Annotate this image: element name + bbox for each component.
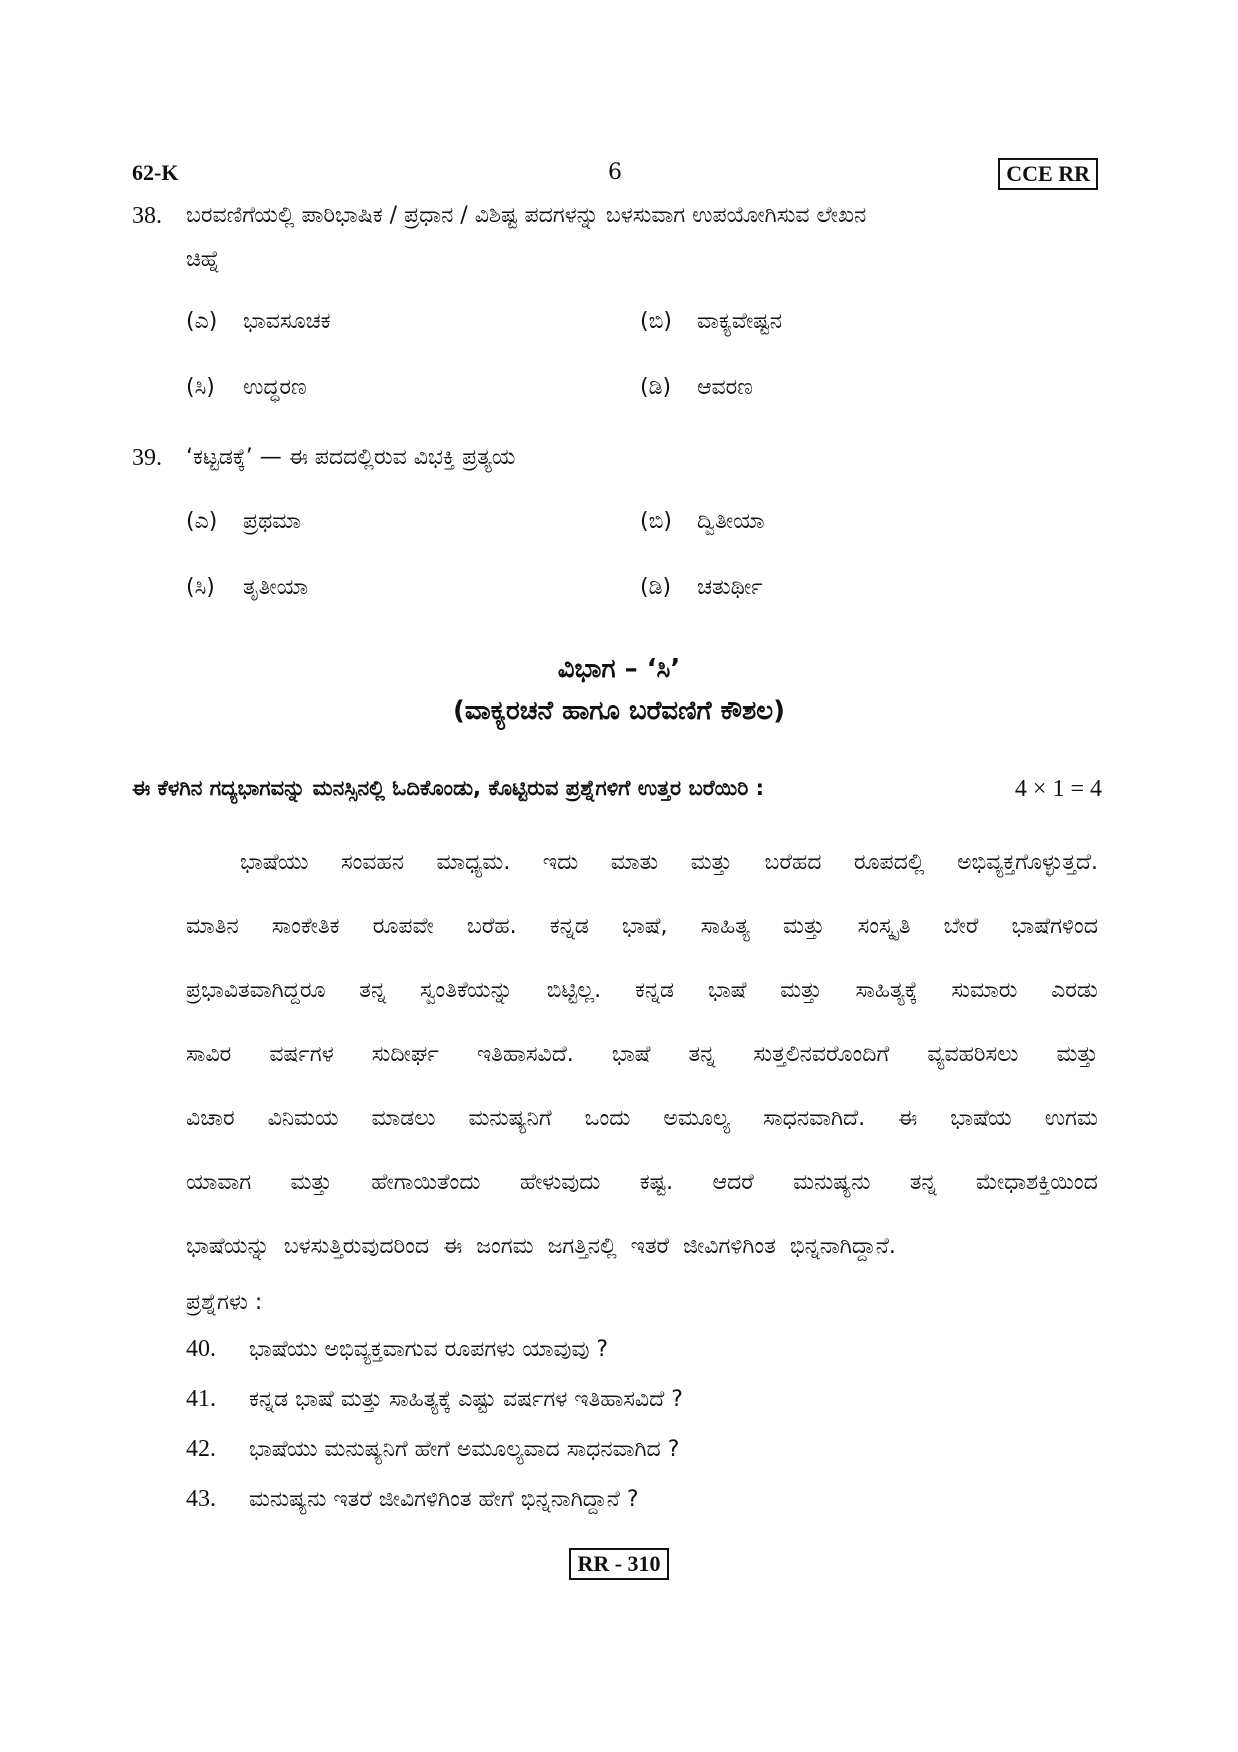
passage-word: ಮಾತು — [610, 850, 659, 875]
passage-word: ಯಾವಾಗ — [186, 1170, 252, 1195]
passage-word: ಅಮೂಲ್ಯ — [663, 1106, 731, 1131]
passage-word: ತನ್ನ — [359, 978, 387, 1003]
passage-word: ಬಿಟ್ಟಿಲ್ಲ. — [546, 978, 602, 1003]
passage-word: ಭಾಷೆಗಳಿಂದ — [1011, 914, 1098, 939]
passage-word: ಎರಡು — [1051, 978, 1098, 1003]
passage-word: ಅಭಿವ್ಯಕ್ತಗೊಳ್ಳುತ್ತದೆ. — [956, 850, 1098, 875]
passage-word: ಕನ್ನಡ — [634, 978, 675, 1003]
option-text: ಆವರಣ — [697, 375, 753, 400]
option-text: ಉದ್ಧರಣ — [243, 375, 307, 400]
option-label: (ಎ) — [186, 309, 218, 334]
passage-word: ಸಂಸ್ಕೃತಿ — [857, 914, 911, 939]
option-label: (ಎ) — [186, 509, 218, 534]
passage-word: ಈ — [898, 1106, 918, 1131]
passage-word: ಮಾಡಲು — [371, 1106, 436, 1131]
passage-line — [186, 914, 1098, 939]
passage-word: ಸ್ವಂತಿಕೆಯನ್ನು — [419, 978, 513, 1003]
question-text-continued: ಚಿಹ್ನೆ — [186, 247, 220, 272]
questions-label: ಪ್ರಶ್ನೆಗಳು : — [186, 1290, 263, 1315]
option-label: (ಸಿ) — [186, 575, 215, 600]
option-text: ದ್ವಿತೀಯಾ — [697, 509, 765, 534]
option-text: ಭಾವಸೂಚಕ — [243, 309, 331, 334]
sub-question-42 — [186, 1436, 679, 1463]
passage-line — [186, 1170, 1098, 1195]
passage-word: ಮನುಷ್ಯನು — [793, 1170, 871, 1195]
sub-question-number: 40. — [186, 1336, 216, 1362]
passage-word: ಸಾಧನವಾಗಿದೆ. — [763, 1106, 866, 1131]
page-footer — [0, 1548, 1238, 1580]
passage-word: ಬೇರೆ — [943, 914, 979, 939]
passage-word: ಉಗಮ — [1044, 1106, 1098, 1131]
passage-line — [186, 1234, 1098, 1259]
passage-word: ಭಾಷೆಯು — [240, 850, 309, 875]
passage-word: ವಿನಿಮಯ — [267, 1106, 339, 1131]
option-label: (ಬಿ) — [640, 309, 672, 334]
passage-word: ಒಂದು — [584, 1106, 631, 1131]
passage-word: ಮಾಧ್ಯಮ. — [436, 850, 511, 875]
option-b — [640, 504, 764, 540]
passage-word: ಪ್ರಭಾವಿತವಾಗಿದ್ದರೂ — [186, 978, 326, 1003]
passage-word: ಸಾಹಿತ್ಯಕ್ಕೆ — [855, 978, 918, 1003]
passage-word: ಸುತ್ತಲಿನವರೊಂದಿಗೆ — [753, 1042, 890, 1067]
sub-question-text: ಭಾಷೆಯು ಮನುಷ್ಯನಿಗೆ ಹೇಗೆ ಅಮೂಲ್ಯವಾದ ಸಾಧನವಾಗಿದ ? — [249, 1437, 680, 1462]
option-label: (ಡಿ) — [640, 575, 672, 600]
passage-word: ಭಾಷೆಯ — [950, 1106, 1012, 1131]
passage-word: ಭಾಷೆಯನ್ನು — [186, 1234, 270, 1259]
passage-word: ಸುಮಾರು — [951, 978, 1018, 1003]
passage-word: ವಿಚಾರ — [186, 1106, 235, 1131]
passage-word: ಮತ್ತು — [690, 850, 733, 875]
passage-word: ಭಿನ್ನನಾಗಿದ್ದಾನೆ. — [789, 1234, 896, 1259]
sub-question-text: ಮನುಷ್ಯನು ಇತರೆ ಜೀವಿಗಳಿಗಿಂತ ಹೇಗೆ ಭಿನ್ನನಾಗಿದ್ದಾನೆ ? — [249, 1487, 639, 1512]
passage-word: ರೂಪವೇ — [372, 914, 434, 939]
passage-word: ಸಾವಿರ — [186, 1042, 232, 1067]
sub-question-text: ಭಾಷೆಯು ಅಭಿವ್ಯಕ್ತವಾಗುವ ರೂಪಗಳು ಯಾವುವು ? — [249, 1337, 609, 1362]
passage-word: ಕಷ್ಟ. — [639, 1170, 674, 1195]
section-subtitle: (ವಾಕ್ಯರಚನೆ ಹಾಗೂ ಬರೆವಣಿಗೆ ಕೌಶಲ) — [452, 696, 785, 726]
page-number: 6 — [608, 160, 622, 185]
section-title: ವಿಭಾಗ – ‘ಸಿ’ — [557, 654, 681, 684]
sub-question-number: 43. — [186, 1486, 216, 1512]
sub-question-number: 42. — [186, 1436, 216, 1462]
passage-line — [240, 850, 1098, 875]
passage-word: ಬರೆಹದ — [764, 850, 822, 875]
passage-word: ಮತ್ತು — [783, 914, 825, 939]
passage-line — [186, 978, 1098, 1003]
passage-word: ಮತ್ತು — [1056, 1042, 1098, 1067]
question-text: ‘ಕಟ್ಟಡಕ್ಕೆ’ — ಈ ಪದದಲ್ಲಿರುವ ವಿಭಕ್ತಿ ಪ್ರತ್ಯಯ — [186, 445, 516, 470]
question-number: 38. — [132, 203, 162, 229]
option-label: (ಡಿ) — [640, 375, 672, 400]
passage-word: ಮತ್ತು — [780, 978, 822, 1003]
passage-word: ತನ್ನ — [688, 1042, 716, 1067]
passage-word: ಸಾಹಿತ್ಯ — [700, 914, 750, 939]
option-text: ಪ್ರಥಮಾ — [243, 509, 301, 534]
option-label: (ಬಿ) — [640, 509, 672, 534]
passage-word: ಆದರೆ — [712, 1170, 754, 1195]
sub-question-43 — [186, 1486, 639, 1513]
passage-word: ಮತ್ತು — [290, 1170, 332, 1195]
option-b — [640, 304, 782, 340]
passage-word: ಸುದೀರ್ಘ — [371, 1042, 439, 1067]
paper-code: 62-K — [132, 160, 179, 185]
passage-word: ಇದು — [542, 850, 579, 875]
passage-line — [186, 1042, 1098, 1067]
footer-code-badge: RR - 310 — [569, 1548, 668, 1580]
sub-question-41 — [186, 1386, 683, 1413]
passage-line — [186, 1106, 1098, 1131]
option-text: ವಾಕ್ಯವೇಷ್ಟನ — [697, 309, 782, 334]
passage-word: ಈ — [443, 1234, 463, 1259]
passage-word: ಹೇಳುವುದು — [519, 1170, 601, 1195]
option-text: ತೃತೀಯಾ — [243, 575, 308, 600]
passage-word: ಭಾಷೆ, — [621, 914, 668, 939]
passage-word: ಜೀವಿಗಳಿಗಿಂತ — [683, 1234, 776, 1259]
passage-word: ಬರೆಹ. — [466, 914, 517, 939]
option-a — [186, 304, 331, 340]
option-c — [186, 570, 308, 606]
passage-word: ವ್ಯವಹರಿಸಲು — [927, 1042, 1019, 1067]
passage-word: ತನ್ನ — [909, 1170, 937, 1195]
passage-word: ಮನುಷ್ಯನಿಗೆ — [468, 1106, 552, 1131]
option-text: ಚತುರ್ಥೀ — [697, 575, 763, 600]
passage-word: ಜಂಗಮ — [476, 1234, 534, 1259]
sub-question-number: 41. — [186, 1386, 216, 1412]
passage-word: ಸಂವಹನ — [340, 850, 404, 875]
question-number: 39. — [132, 445, 162, 471]
passage-word: ಭಾಷೆ — [611, 1042, 651, 1067]
passage-word: ರೂಪದಲ್ಲಿ — [853, 850, 925, 875]
passage-word: ಜಗತ್ತಿನಲ್ಲಿ — [547, 1234, 617, 1259]
option-d — [640, 370, 753, 406]
passage-word: ಸಾಂಕೇತಿಕ — [271, 914, 340, 939]
option-d — [640, 570, 763, 606]
question-text: ಬರವಣಿಗೆಯಲ್ಲಿ ಪಾರಿಭಾಷಿಕ / ಪ್ರಧಾನ / ವಿಶಿಷ್ಟ ಪದಗಳನ್ನು ಬಳಸುವಾಗ ಉಪಯೋಗಿಸುವ ಲೇಖನ — [186, 203, 867, 228]
sub-question-text: ಕನ್ನಡ ಭಾಷೆ ಮತ್ತು ಸಾಹಿತ್ಯಕ್ಕೆ ಎಷ್ಟು ವರ್ಷಗಳ ಇತಿಹಾಸವಿದೆ ? — [249, 1387, 683, 1412]
option-a — [186, 504, 301, 540]
scheme-badge: CCE RR — [998, 158, 1098, 190]
passage-word: ಮಾತಿನ — [186, 914, 239, 939]
instruction-line — [132, 776, 1102, 801]
passage-word: ಮೇಧಾಶಕ್ತಿಯಿಂದ — [975, 1170, 1098, 1195]
passage-word: ಇತಿಹಾಸವಿದೆ. — [476, 1042, 574, 1067]
passage-word: ಹೇಗಾಯಿತೆಂದು — [371, 1170, 481, 1195]
option-c — [186, 370, 307, 406]
sub-question-40 — [186, 1336, 608, 1363]
passage-word: ಕನ್ನಡ — [549, 914, 589, 939]
page-header — [132, 158, 1098, 194]
instruction-text: ಈ ಕೆಳಗಿನ ಗದ್ಯಭಾಗವನ್ನು ಮನಸ್ಸಿನಲ್ಲಿ ಓದಿಕೊಂಡು, ಕೊಟ್ಟಿರುವ ಪ್ರಶ್ನೆಗಳಿಗೆ ಉತ್ತರ ಬರೆಯಿರಿ : — [132, 776, 764, 800]
passage-word: ಭಾಷೆ — [707, 978, 747, 1003]
marks-allocation: 4 × 1 = 4 — [1014, 776, 1102, 802]
passage-word: ವರ್ಷಗಳ — [269, 1042, 334, 1067]
passage-word: ಇತರೆ — [630, 1234, 670, 1259]
passage-word: ಬಳಸುತ್ತಿರುವುದರಿಂದ — [283, 1234, 430, 1259]
option-label: (ಸಿ) — [186, 375, 215, 400]
